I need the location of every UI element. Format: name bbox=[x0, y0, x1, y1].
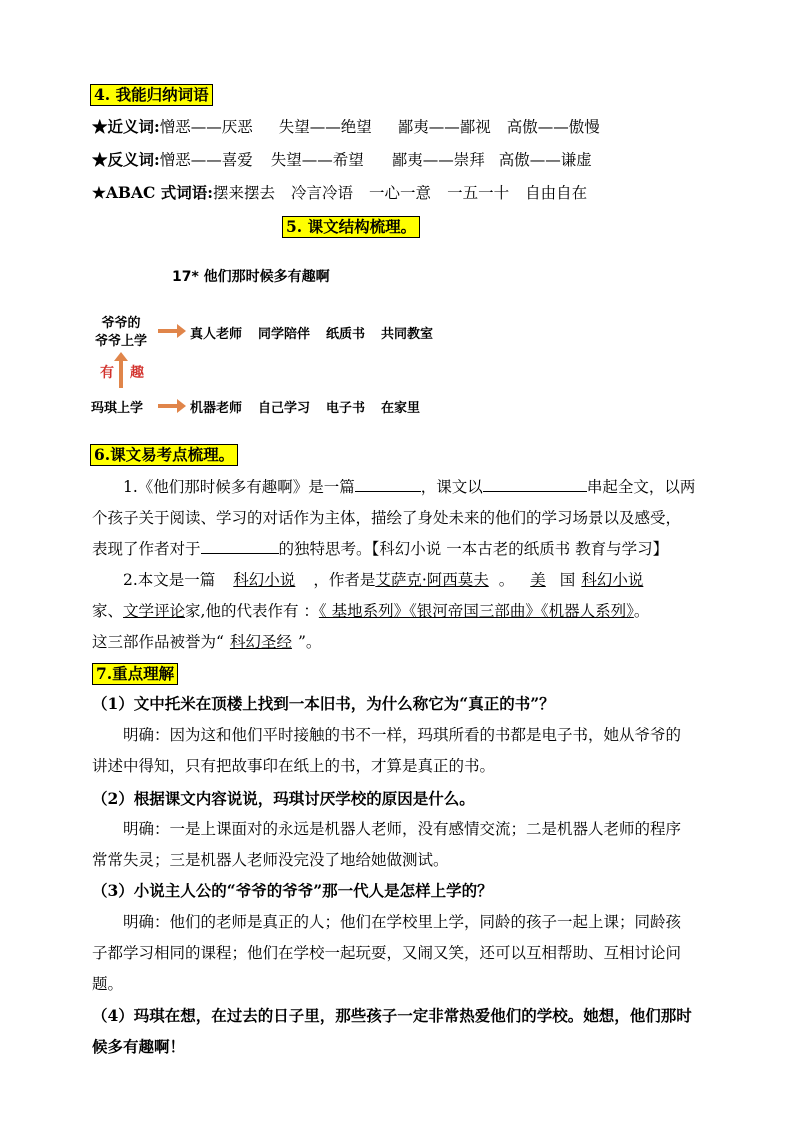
antonym-pair: 高傲——谦虚 bbox=[498, 151, 592, 169]
diagram-top-label: 爷爷的 爷爷上学 bbox=[94, 316, 147, 349]
answer: 艾萨克·阿西莫夫 bbox=[375, 571, 489, 589]
section-4-heading: 4. 我能归纳词语 bbox=[90, 84, 213, 106]
diagram-title: 17* 他们那时候多有趣啊 bbox=[172, 269, 330, 285]
antonym-pair: 鄙夷——崇拜 bbox=[391, 151, 485, 169]
synonyms-label: ★近义词: bbox=[92, 117, 160, 136]
antonym-pair: 失望——希望 bbox=[270, 151, 364, 169]
synonym-pair: 鄙夷——鄙视 bbox=[397, 118, 491, 136]
arrow-right-top bbox=[158, 329, 178, 333]
s7-answer-2: 明确：一是上课面对的永远是机器人老师，没有感情交流；二是机器人老师的程序 常常失灵；三是机器人老师没完没了地给她做测试。 bbox=[92, 820, 682, 869]
s6-question-2: 2.本文是一篇 科幻小说 ，作者是艾萨克·阿西莫夫 。 美 国 科幻小说 家、文学评论家,他的代表作有 ：《 基地系列》《银河帝国三部曲》《机器人系列》。 这三部作品被誉为“ 科幻圣经 ”。 bbox=[92, 571, 650, 651]
s7-answer-3: 明确：他们的老师是真正的人；他们在学校里上学，同龄的孩子一起上课；同龄孩 子都学习相同的课程；他们在学校一起玩耍，又闹又笑，还可以互相帮助、互相讨论问 题。 bbox=[92, 913, 682, 993]
s6-question-1: 1.《他们那时候多有趣啊》是一篇 ，课文以 串起全文，以两 个孩子关于阅读、学习的对话作为主体，描绘了身处未来的他们的学习场景以及感受， 表现了作者对于 的独特思考。【科幻小说 一本古老的纸质书 教育与学习】 bbox=[92, 472, 704, 565]
answer: 美 bbox=[530, 571, 546, 589]
diagram-mid-left: 有 bbox=[100, 365, 114, 381]
diagram-bottom-items: 机器老师 自己学习 电子书 在家里 bbox=[190, 401, 421, 416]
blank bbox=[483, 475, 587, 492]
arrow-right-bottom bbox=[158, 404, 178, 408]
abac-word: 一五一十 bbox=[447, 184, 510, 202]
answer: 科幻小说 bbox=[581, 571, 644, 589]
arrow-up bbox=[119, 360, 123, 388]
synonym-pair: 高傲——傲慢 bbox=[506, 118, 600, 136]
s7-question-2: （2）根据课文内容说说，玛琪讨厌学校的原因是什么。 bbox=[92, 789, 475, 808]
blank bbox=[355, 475, 421, 492]
synonym-pair: 憎恶——厌恶 bbox=[159, 118, 253, 136]
antonyms-line bbox=[92, 149, 592, 171]
section-5-heading: 5. 课文结构梳理。 bbox=[282, 216, 420, 238]
answer: 科幻小说 bbox=[233, 571, 296, 589]
abac-word: 冷言冷语 bbox=[291, 184, 354, 202]
section-6-heading: 6.课文易考点梳理。 bbox=[90, 444, 238, 466]
s7-question-4: （4）玛琪在想，在过去的日子里，那些孩子一定非常热爱他们的学校。她想，他们那时 候多有趣啊！ bbox=[92, 1006, 692, 1056]
abac-word: 一心一意 bbox=[369, 184, 432, 202]
diagram-bottom-label: 玛琪上学 bbox=[91, 401, 144, 416]
s7-question-3: （3）小说主人公的“爷爷的爷爷”那一代人是怎样上学的？ bbox=[92, 881, 493, 900]
synonym-pair: 失望——绝望 bbox=[278, 118, 372, 136]
s7-question-1: （1）文中托米在顶楼上找到一本旧书，为什么称它为“真正的书”？ bbox=[92, 694, 555, 713]
diagram-mid-right: 趣 bbox=[130, 365, 144, 381]
answer: 《 基地系列》《银河帝国三部曲》《机器人系列》 bbox=[318, 602, 634, 620]
answer: 文学评论 bbox=[123, 602, 186, 620]
diagram-top-items: 真人老师 同学陪伴 纸质书 共同教室 bbox=[190, 327, 434, 342]
abac-label: ★ABAC 式词语: bbox=[92, 183, 214, 202]
blank bbox=[201, 537, 279, 554]
synonyms-line bbox=[92, 116, 600, 138]
antonyms-label: ★反义词: bbox=[92, 150, 160, 169]
antonym-pair: 憎恶——喜爱 bbox=[159, 151, 253, 169]
abac-word: 摆来摆去 bbox=[213, 184, 276, 202]
abac-word: 自由自在 bbox=[525, 184, 588, 202]
s7-answer-1: 明确：因为这和他们平时接触的书不一样，玛琪所看的书都是电子书，她从爷爷的 讲述中得知，只有把故事印在纸上的书，才算是真正的书。 bbox=[92, 726, 682, 775]
section-7-heading: 7.重点理解 bbox=[92, 663, 178, 685]
abac-line bbox=[92, 182, 587, 204]
answer: 科幻圣经 bbox=[229, 633, 292, 651]
